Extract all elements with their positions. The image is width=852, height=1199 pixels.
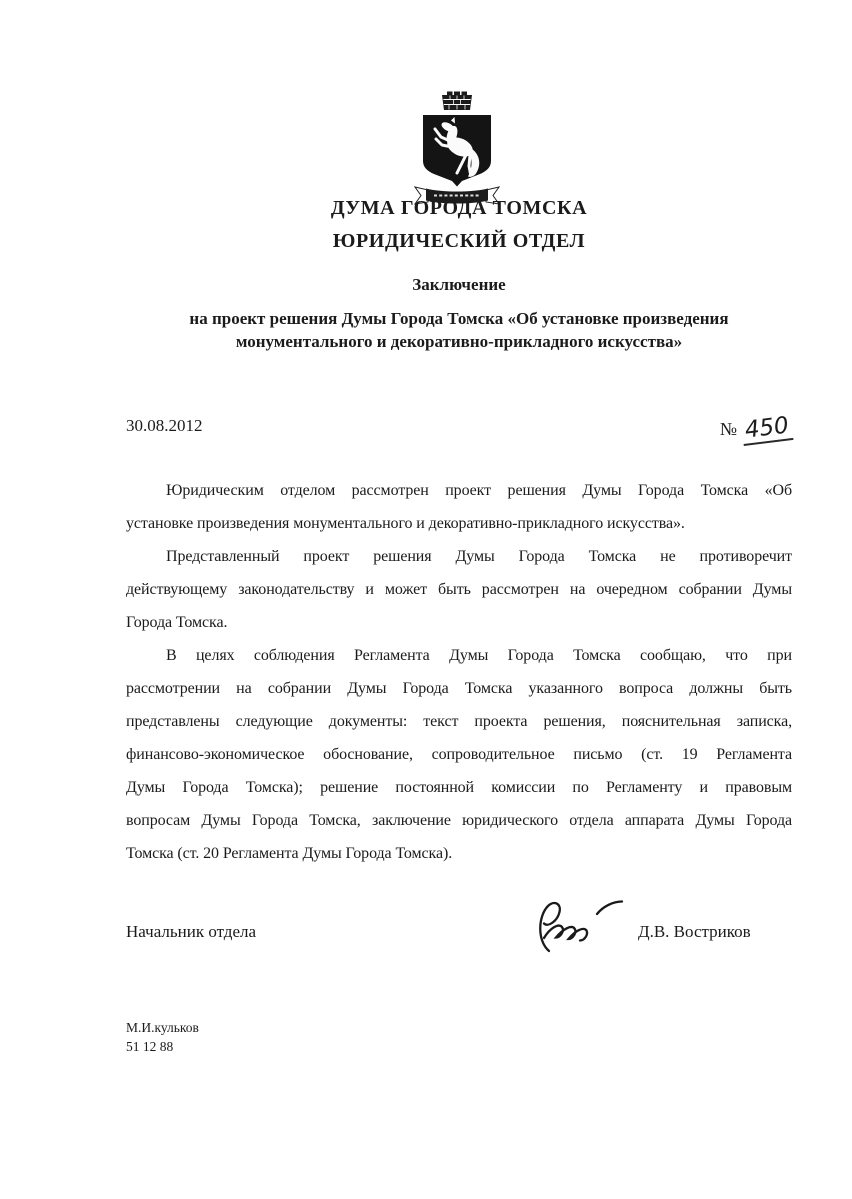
signer-name: Д.В. Востриков [638, 922, 751, 941]
body-line: вопросам Думы Города Томска, заключение юридического отдела аппарата Думы Города [126, 812, 792, 829]
mural-crown-icon [442, 92, 472, 111]
handwritten-signature-icon [533, 894, 628, 956]
body-line: представлены следующие документы: текст проекта решения, пояснительная записка, [126, 713, 792, 730]
document-subject [126, 307, 792, 353]
org-name: ДУМА ГОРОДА ТОМСКА [330, 197, 588, 219]
body-line: Представленный проект решения Думы Города Томска не противоречит [166, 548, 792, 565]
body-line: действующему законодательству и может быть рассмотрен на очередном собрании Думы [126, 581, 792, 598]
handwritten-number: 450 [741, 413, 794, 446]
subject-line-1: на проект решения Думы Города Томска «Об установке произведения [189, 309, 729, 328]
body-line: Города Томска. [126, 614, 228, 631]
body-line: установке произведения монументального и декоративно-прикладного искусства». [126, 515, 685, 532]
body-line: Юридическим отделом рассмотрен проект решения Думы Города Томска «Об [166, 482, 792, 499]
department-name: ЮРИДИЧЕСКИЙ ОТДЕЛ [332, 230, 586, 252]
subject-line-2: монументального и декоративно-прикладного искусства» [235, 332, 683, 351]
document-date: 30.08.2012 [126, 416, 203, 435]
body-line: В целях соблюдения Регламента Думы Города Томска сообщаю, что при [166, 647, 792, 664]
body-line: Томска (ст. 20 Регламента Думы Города Томска). [126, 845, 453, 862]
shield-icon [423, 115, 491, 187]
executor-block [126, 1018, 199, 1056]
number-sign: № [719, 419, 738, 439]
executor-phone: 51 12 88 [126, 1039, 174, 1054]
body-line: Думы Города Томска); решение постоянной комиссии по Регламенту и правовым [126, 779, 792, 796]
meta-row [126, 412, 792, 444]
tomsk-coat-of-arms-icon [414, 89, 500, 205]
document-title: Заключение [412, 275, 506, 294]
body-line: финансово-экономическое обоснование, сопроводительное письмо (ст. 19 Регламента [126, 746, 792, 763]
body-line: рассмотрении на собрании Думы Города Томска указанного вопроса должны быть [126, 680, 792, 697]
document-number [719, 412, 792, 444]
document-body [126, 474, 792, 870]
signer-position: Начальник отдела [126, 922, 257, 941]
executor-name: М.И.кульков [126, 1020, 199, 1035]
